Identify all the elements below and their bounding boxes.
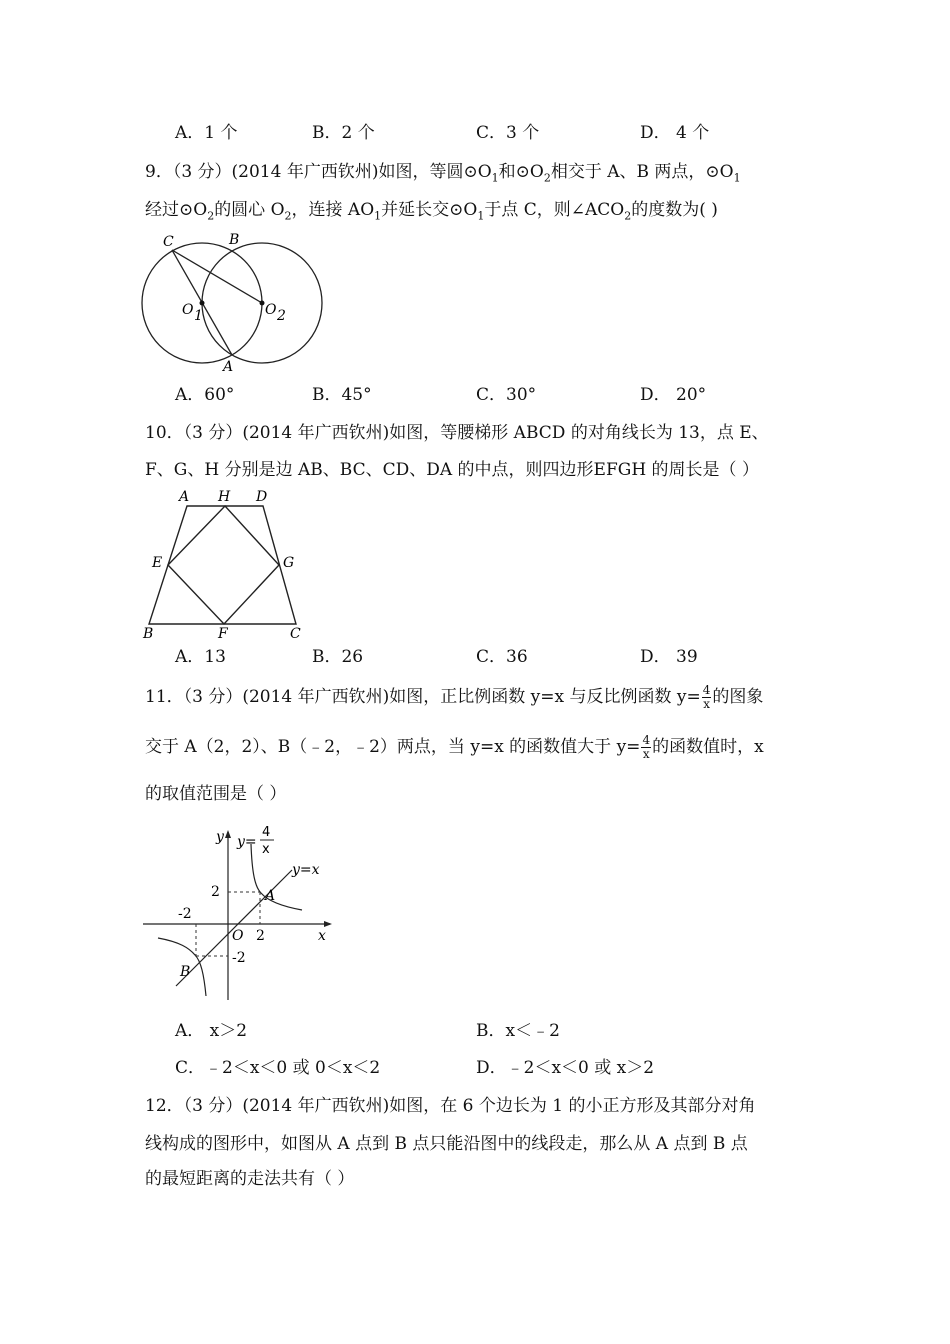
label-o1: O xyxy=(182,302,194,318)
label-point-b: B xyxy=(180,964,191,980)
fraction-4-over-x: $\frac{4}{x}$ xyxy=(642,733,651,761)
q12-stem-line2: 线构成的图形中，如图从 A 点到 B 点只能沿图中的线段走，那么从 A 点到 B 点 xyxy=(145,1134,748,1154)
x-axis-arrow xyxy=(324,921,332,927)
tick-x-2: 2 xyxy=(256,928,265,944)
label-h: H xyxy=(218,489,231,505)
label-b: B xyxy=(143,626,154,642)
label-origin: O xyxy=(232,928,244,944)
q12-stem-line3: 的最短距离的走法共有（ ） xyxy=(145,1169,355,1189)
label-c: C xyxy=(163,234,174,250)
q8-option-a: A．1 个 xyxy=(175,123,238,143)
q10-option-a: A．13 xyxy=(175,647,226,667)
q8-option-d: D． 4 个 xyxy=(640,123,710,143)
q11-option-a: A． x＞2 xyxy=(175,1021,248,1041)
y-axis-arrow xyxy=(225,830,231,838)
q10-trapezoid-figure xyxy=(138,484,308,642)
label-a: A xyxy=(179,489,190,505)
label-g: G xyxy=(283,555,295,571)
q9-option-a: A．60° xyxy=(175,385,235,405)
tick-y-neg2: -2 xyxy=(232,950,246,966)
q11-graph-figure xyxy=(140,818,340,1008)
segment-c-o2 xyxy=(172,250,262,303)
label-o2-sub: 2 xyxy=(277,308,286,324)
q11-option-d: D．﹣2＜x＜0 或 x＞2 xyxy=(476,1058,655,1078)
q10-stem-line2: F、G、H 分别是边 AB、BC、CD、DA 的中点，则四边形EFGH 的周长是（ ） xyxy=(145,460,759,480)
q11-stem-line1: 11．（3 分）(2014 年广西钦州)如图，正比例函数 y=x 与反比例函数 y= $\frac{4}{x}$ 的图象 xyxy=(145,683,764,711)
label-o1-sub: 1 xyxy=(194,308,203,324)
q12-stem-line1: 12．（3 分）(2014 年广西钦州)如图，在 6 个边长为 1 的小正方形及其部分对角 xyxy=(145,1096,756,1116)
label-c: C xyxy=(290,626,301,642)
trapezoid-abcd xyxy=(149,506,296,624)
q8-option-c: C．3 个 xyxy=(476,123,540,143)
point-o2 xyxy=(260,301,265,306)
q11-stem-line2: 交于 A（2，2）、B（﹣2，﹣2）两点，当 y=x 的函数值大于 y= $\frac{4}{x}$ 的函数值时，x xyxy=(145,733,764,761)
q10-option-d: D． 39 xyxy=(640,647,698,667)
tick-y-2: 2 xyxy=(211,884,220,900)
label-d: D xyxy=(256,489,268,505)
label-frac-num: 4 xyxy=(262,825,271,840)
label-y-axis: y xyxy=(216,829,224,845)
label-a: A xyxy=(223,359,234,375)
q9-stem-line1: 9．（3 分）(2014 年广西钦州)如图，等圆$⊙O_1$和$⊙O_2$相交于 A、B 两点，$⊙O_1$ xyxy=(145,162,741,185)
q10-stem-line1: 10．（3 分）(2014 年广西钦州)如图，等腰梯形 ABCD 的对角线长为 13，点 E、 xyxy=(145,423,769,443)
label-y-eq: y= xyxy=(237,834,257,850)
label-o2: O xyxy=(265,302,277,318)
q9-option-b: B．45° xyxy=(312,385,372,405)
label-e: E xyxy=(152,555,163,571)
point-o1 xyxy=(200,301,205,306)
q10-option-b: B．26 xyxy=(312,647,364,667)
quadrilateral-efgh xyxy=(168,506,279,624)
q11-option-b: B．x＜﹣2 xyxy=(476,1021,560,1041)
label-point-a: A xyxy=(265,888,276,904)
label-b: B xyxy=(229,232,240,248)
label-frac-den: x xyxy=(262,842,270,857)
q8-option-b: B．2 个 xyxy=(312,123,375,143)
fraction-4-over-x: $\frac{4}{x}$ xyxy=(702,683,711,711)
q11-stem-line3: 的取值范围是（ ） xyxy=(145,784,287,804)
label-y-eq-x: y=x xyxy=(292,862,320,878)
tick-x-neg2: -2 xyxy=(178,906,192,922)
label-f: F xyxy=(218,626,228,642)
q9-option-d: D． 20° xyxy=(640,385,707,405)
q10-option-c: C．36 xyxy=(476,647,528,667)
q9-option-c: C．30° xyxy=(476,385,537,405)
q11-option-c: C．﹣2＜x＜0 或 0＜x＜2 xyxy=(175,1058,381,1078)
q9-stem-line2: 经过$⊙O_2$的圆心 $O_2$，连接 $AO_1$并延长交$⊙O_1$于点 C，则$\angle ACO_2$的度数为( ) xyxy=(145,200,718,223)
label-x-axis: x xyxy=(318,928,326,944)
q9-circles-figure xyxy=(138,226,328,376)
